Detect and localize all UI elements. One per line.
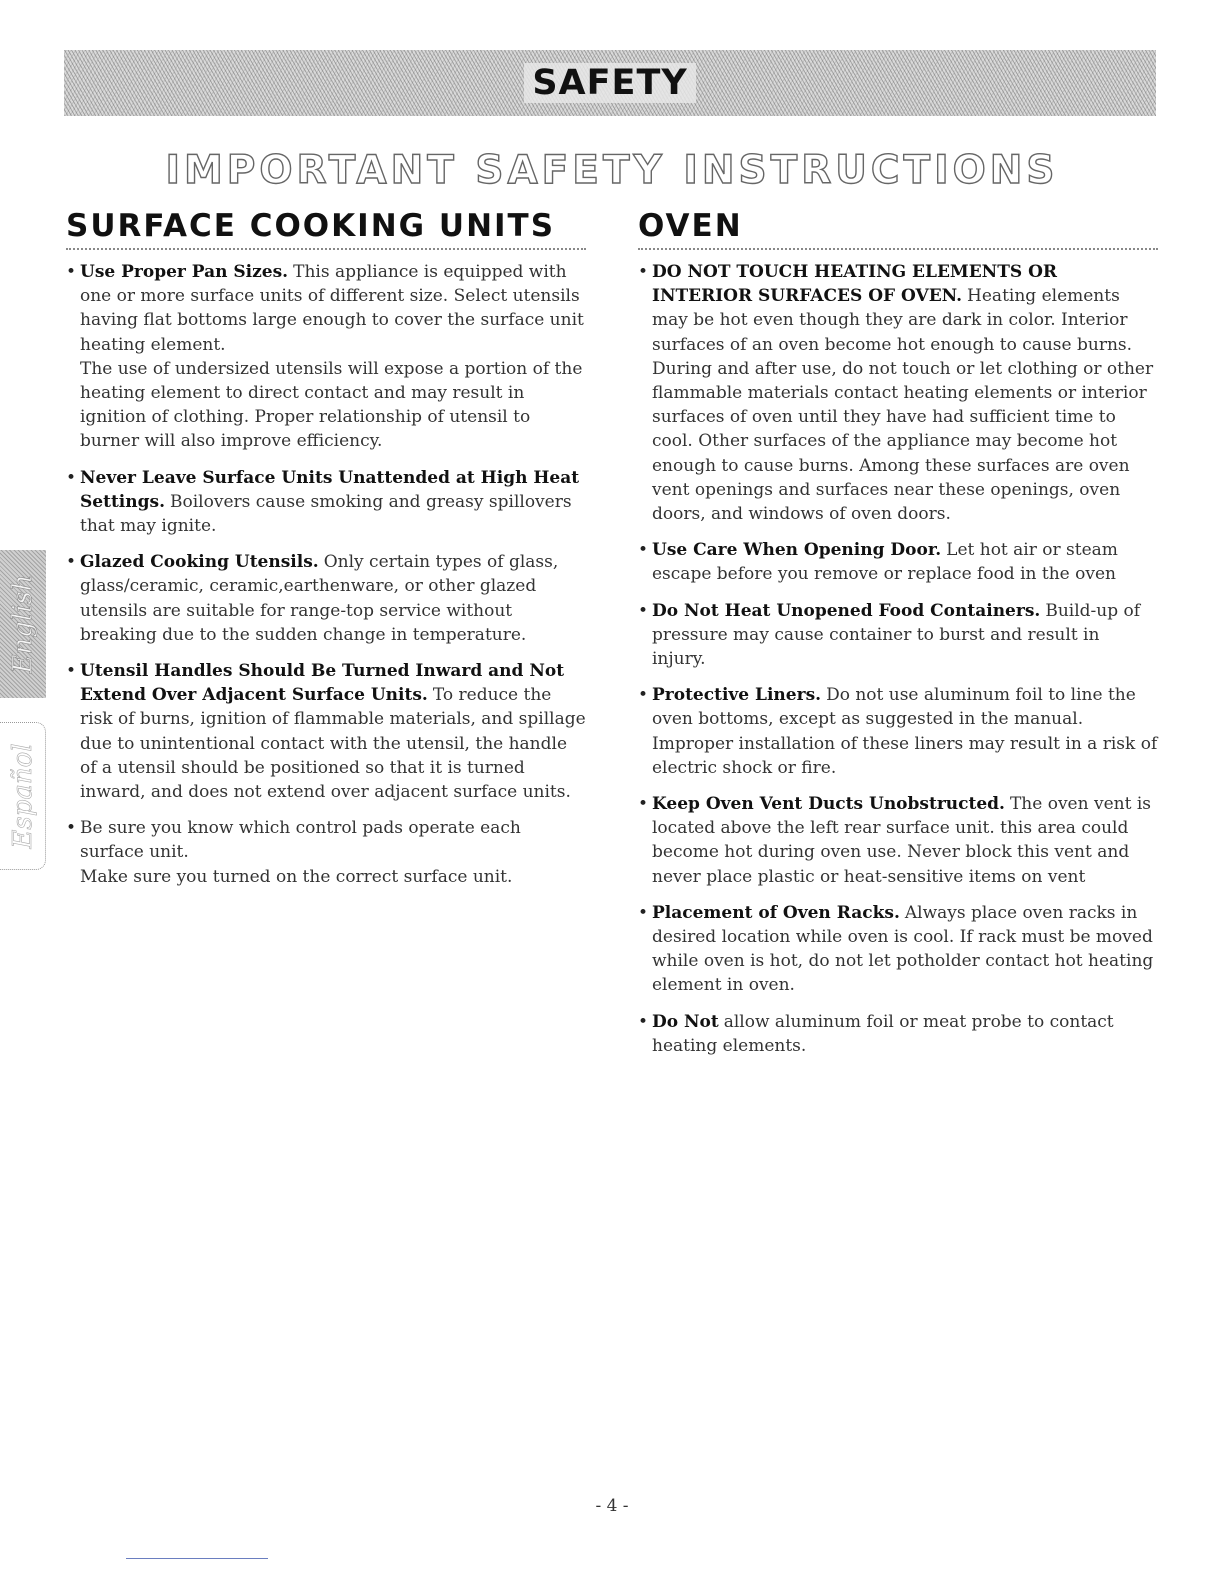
list-item [638, 901, 1158, 998]
list-item [66, 466, 586, 539]
item-text: Build-up of pressure may cause container to burst and result in injury. [652, 600, 1141, 670]
item-text: Heating elements may be hot even though they are dark in color. Interior surfaces of an oven become hot enough to cause burns. During and after use, do not touch or let clothing or other flammable materials contact heating elements or interior surfaces of oven until they have had sufficient time to cool. Other surfaces of the appliance may become hot enough to cause burns. Among these surfaces are oven vent openings and surfaces near these openings, oven doors, and windows of oven doors. [652, 286, 1154, 525]
footer-rule [126, 1558, 268, 1559]
item-text: Let hot air or steam escape before you remove or replace food in the oven [652, 540, 1118, 585]
item-text: Only certain types of glass, glass/ceramic, ceramic,earthenware, or other glazed utensils are suitable for range-top service without breaking due to the sudden change in temperature. [80, 552, 559, 645]
list-item [638, 792, 1158, 889]
list-item [638, 683, 1158, 780]
item-text: allow aluminum foil or meat probe to contact heating elements. [652, 1011, 1114, 1056]
language-tab-label: Español [7, 743, 38, 849]
item-lead: Utensil Handles Should Be Turned Inward and Not Extend Over Adjacent Surface Units. [80, 661, 565, 706]
list-item [638, 599, 1158, 672]
item-text: To reduce the risk of burns, ignition of flammable materials, and spillage due to unintentional contact with the utensil, the handle of a utensil should be positioned so that it is turned inward, and does not extend over adjacent surface units. [80, 685, 586, 803]
item-lead: Placement of Oven Racks. [652, 902, 900, 923]
item-lead: Protective Liners. [652, 685, 822, 706]
list-item [66, 550, 586, 647]
list-item [638, 538, 1158, 586]
section-title: OVEN [638, 206, 1158, 250]
item-lead: Use Proper Pan Sizes. [80, 262, 289, 282]
language-tab-espanol[interactable] [0, 722, 46, 870]
oven-section [638, 206, 1158, 1070]
surface-cooking-section [66, 206, 586, 901]
item-text: Be sure you know which control pads operate each surface unit. [80, 818, 521, 863]
banner-title: SAFETY [524, 63, 695, 103]
item-text: This appliance is equipped with one or more surface units of different size. Select utensils having flat bottoms large enough to cover the surface unit heating element. [80, 262, 584, 355]
list-item [638, 1010, 1158, 1058]
item-lead: Use Care When Opening Door. [652, 540, 942, 561]
item-lead: Never Leave Surface Units Unattended at High Heat Settings. [80, 467, 580, 512]
main-heading: IMPORTANT SAFETY INSTRUCTIONS [165, 148, 1059, 193]
item-text: Always place oven racks in desired location while oven is cool. If rack must be moved while oven is hot, do not let potholder contact hot heating element in oven. [652, 902, 1154, 996]
list-item [638, 260, 1158, 526]
section-title: SURFACE COOKING UNITS [66, 206, 586, 250]
list-item [66, 260, 586, 454]
list-item [66, 816, 586, 889]
item-lead: Do Not [652, 1011, 719, 1032]
list-item [66, 659, 586, 804]
language-tab-english[interactable] [0, 550, 46, 698]
item-lead: Glazed Cooking Utensils. [80, 552, 319, 573]
item-lead: Keep Oven Vent Ducts Unobstructed. [652, 794, 1005, 815]
item-text: Do not use aluminum foil to line the oven bottoms, except as suggested in the manual. Improper installation of these liners may result in a risk of electric shock or fire. [652, 685, 1158, 778]
item-text-extra: The use of undersized utensils will expose a portion of the heating element to direct contact and may result in ignition of clothing. Proper relationship of utensil to burner will also improve efficiency. [80, 358, 583, 452]
safety-banner [64, 50, 1156, 116]
item-lead: Do Not Heat Unopened Food Containers. [652, 600, 1041, 621]
language-tab-label: English [8, 574, 38, 674]
item-text-extra: Make sure you turned on the correct surface unit. [80, 866, 513, 887]
item-text: Boilovers cause smoking and greasy spillovers that may ignite. [80, 491, 572, 537]
item-lead: DO NOT TOUCH HEATING ELEMENTS OR INTERIOR SURFACES OF OVEN. [652, 262, 1058, 307]
item-text: The oven vent is located above the left rear surface unit. this area could become hot during oven use. Never block this vent and never place plastic or heat-sensitive items on vent [652, 794, 1151, 887]
page-number: - 4 - [595, 1496, 629, 1516]
